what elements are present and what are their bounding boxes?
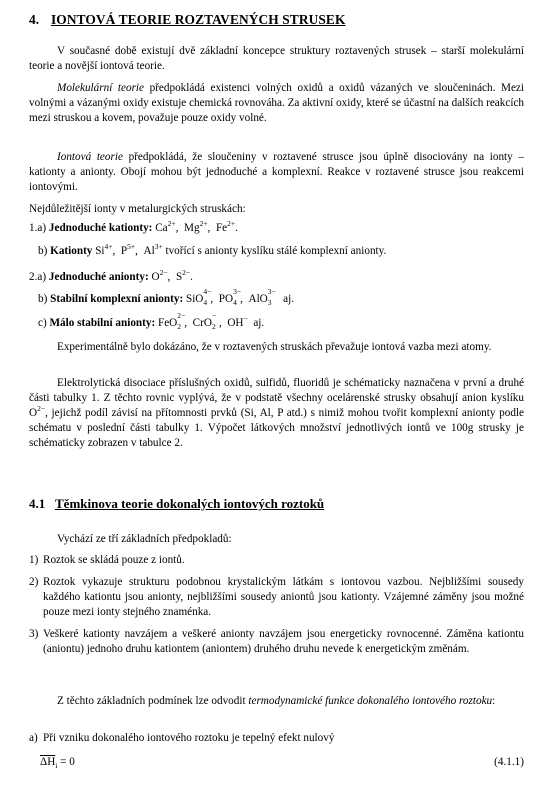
- assumptions-intro: Vychází ze tří základních předpokladů:: [57, 533, 232, 545]
- formula-stable-complex-anions: SiO 4− 4 , PO 3− 4 , AlO 3− 3: [185, 287, 276, 308]
- ions-list-2c: c) Málo stabilní anionty: FeO 2− 2 , CrO − 2 , OH− aj.: [38, 311, 265, 332]
- section-heading: [29, 12, 529, 30]
- paragraph-ionic-theory: Iontová teorie předpokládá, že sloučeniny v roztavené strusce jsou úplně disociovány na ionty – kationty a anionty. Obojí mohou být jednoduché a komplexní. Reakce v roztavené strusce jsou reakcemi iontovými.: [29, 151, 524, 193]
- ions-list-2b: b) Stabilní komplexní anionty: SiO 4− 4 , PO 3− 4 , AlO 3− 3 aj.: [38, 287, 295, 308]
- assumption-item: 1) Roztok se skládá pouze z iontů.: [29, 554, 185, 566]
- paragraph-molecular-theory: Molekulární teorie předpokládá existenci volných oxidů a oxidů vázaných ve sloučeninách. Mezi volnými a vázanými oxidy existuje chemická rovnováha. Za aktivní oxidy, které se účastní na dalších reakcích mezi struskou a kovem, považuje pouze oxidy volné.: [29, 82, 524, 124]
- paragraph-intro: V současné době existují dvě základní koncepce struktury roztavených strusek – starší molekulární teorie a novější iontová teorie.: [29, 45, 524, 72]
- term-molecular-theory: Molekulární teorie: [57, 82, 144, 94]
- ions-heading: Nejdůležitější ionty v metalurgických struskách:: [29, 203, 246, 215]
- paragraph-experiment: Experimentálně bylo dokázáno, že v roztavených struskách převažuje iontová vazba mezi atomy.: [57, 341, 492, 353]
- ions-list-1a: 1.a) Jednoduché kationty: $Ca^{2+}$, $Mg^{2+}$, $Fe^{2+}$.: [29, 219, 238, 234]
- subsection-heading: [29, 496, 529, 514]
- section-title: IONTOVÁ TEORIE ROZTAVENÝCH STRUSEK: [51, 12, 346, 27]
- assumption-item: 2) Roztok vykazuje strukturu podobnou krystalickým látkám s iontovou vazbou. Nejbližšími sousedy každého kationtu jsou anionty, nejbližšími sousedy aniontů jsou kationty. Vzájemné záměny jsou možné pouze mezi ionty stejného znaménka.: [29, 576, 524, 618]
- subsection-title: Těmkinova teorie dokonalých iontových roztoků: [55, 496, 325, 511]
- equation-expression: $\overline{\Delta H}_i = 0$: [40, 756, 75, 770]
- term-ionic-theory: Iontová teorie: [57, 151, 123, 163]
- formula-simple-anions: $O^{2-}$, $S^{2-}$.: [151, 268, 193, 283]
- equation: [40, 755, 524, 773]
- formula-cations: $Si^{4+}$, $P^{5+}$, $Al^{3+}$: [95, 242, 163, 257]
- formula-simple-cations: $Ca^{2+}$, $Mg^{2+}$, $Fe^{2+}$.: [155, 219, 238, 234]
- subsection-number: 4.1: [29, 496, 46, 511]
- formula-unstable-anions: FeO 2− 2 , CrO − 2 , OH−: [157, 311, 248, 332]
- assumption-item: 3) Veškeré kationty navzájem a veškeré anionty navzájem jsou energeticky rovnocenné. Záměna kationtu (aniontu) jednoho druhu kationtem (aniontem) druhého druhu nevede k energetickým změnám.: [29, 628, 524, 655]
- paragraph-derive: Z těchto základních podmínek lze odvodit termodynamické funkce dokonalého iontového roztoku:: [57, 695, 496, 707]
- paragraph-electrolytic-dissociation: Elektrolytická disociace příslušných oxidů, sulfidů, fluoridů je schématicky naznačena v první a druhé části tabulky 1. Z těchto rovnic vyplývá, že v podstatě všechny ocelárenské strusky obsahují anion kyslíku $O^{2-}$, jejichž podíl závisí na přítomnosti prvků (Si, Al, P atd.) s nimiž mohou tvořit komplexní anionty podle schématu v poslední části tabulky 1. Výpočet látkových množství jednotlivých iontů ve 100g strusky je schématicky zobrazen v tabulce 2.: [29, 377, 524, 449]
- equation-number: (4.1.1): [494, 756, 524, 768]
- ions-list-2a: 2.a) Jednoduché anionty: $O^{2-}$, $S^{2-}$.: [29, 268, 193, 283]
- term-thermodynamic-functions: termodynamické funkce dokonalého iontového roztoku: [248, 695, 493, 707]
- ions-list-1b: b) Kationty $Si^{4+}$, $P^{5+}$, $Al^{3+}$ tvořící s anionty kyslíku stálé komplexní anionty.: [38, 242, 387, 257]
- section-number: 4.: [29, 12, 40, 27]
- list-item-a: a) Při vzniku dokonalého iontového roztoku je tepelný efekt nulový: [29, 732, 335, 744]
